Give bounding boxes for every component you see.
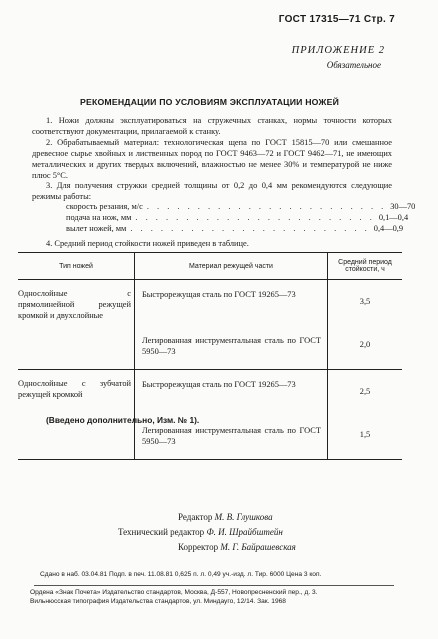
- mode-row: [66, 202, 416, 213]
- mode-row: [66, 213, 409, 224]
- divider: [34, 585, 394, 586]
- material-cell: Легированная инструментальная сталь по ГОСТ 5950—73: [135, 413, 328, 460]
- material-cell: Легированная инструментальная сталь по ГОСТ 5950—73: [135, 323, 328, 370]
- paragraph-3: 3. Для получения стружки средней толщины от 0,2 до 0,4 мм рекомендуются следующие режимы работы:: [32, 181, 392, 201]
- paragraph-1: 1. Ножи должны эксплуатироваться на стружечных станках, нормы точности которых соответствуют документации, прилагаемой к станку.: [32, 116, 392, 136]
- durability-table: [18, 252, 402, 460]
- section-title: РЕКОМЕНДАЦИИ ПО УСЛОВИЯМ ЭКСПЛУАТАЦИИ НОЖЕЙ: [79, 97, 340, 107]
- publisher-line: Ордена «Знак Почета» Издательство стандартов, Москва, Д-557, Новопресненский пер., д. 3.: [30, 589, 318, 596]
- appendix-title: ПРИЛОЖЕНИЕ 2: [291, 45, 385, 56]
- paragraph-4: 4. Средний период стойкости ножей приведен в таблице.: [46, 239, 249, 248]
- knife-type-cell: Однослойные с зубчатой режущей кромкой: [18, 370, 135, 460]
- leader-dots: . . . . . . . . . . . . . . . . . . . . . . . .: [146, 202, 387, 211]
- appendix-status: Обязательное: [326, 60, 381, 70]
- table-header-row: [18, 253, 402, 280]
- credit-name: Ф. И. Шрайбштейн: [206, 527, 283, 537]
- credit-tech-editor: [118, 527, 378, 537]
- leader-dots: . . . . . . . . . . . . . . . . . . . . . . . .: [135, 213, 375, 222]
- print-imprint: Сдано в наб. 03.04.81 Подп. в печ. 11.08.81 0,625 п. л. 0,49 уч.-изд. л. Тир. 6000 Цена 3 коп.: [40, 571, 322, 578]
- credit-name: М. В. Глушкова: [214, 512, 273, 522]
- knife-type-cell: Однослойные с прямолинейной режущей кромкой и двухслойные: [18, 280, 135, 370]
- publisher-line: Вильнюсская типография Издательства стандартов, ул. Миндауго, 12/14. Зак. 1968: [30, 597, 286, 605]
- header-durability: Средний период стойкости, ч: [328, 253, 403, 280]
- mode-value: 0,4—0,9: [373, 224, 404, 233]
- durability-cell: 2,5: [359, 387, 371, 396]
- credit-role: Корректор: [178, 542, 219, 552]
- credit-role: Редактор: [178, 512, 213, 522]
- mode-value: 0,1—0,4: [378, 213, 409, 222]
- mode-value: 30—70: [390, 202, 416, 211]
- table-row: [18, 280, 402, 324]
- durability-cell: 2,0: [328, 323, 403, 370]
- table-row: [18, 370, 402, 414]
- mode-label: вылет ножей, мм: [66, 224, 127, 233]
- header-type: Тип ножей: [18, 253, 135, 280]
- credit-role: Технический редактор: [118, 527, 205, 537]
- credit-name: М. Г. Байрашевская: [220, 542, 296, 552]
- amendment-note: (Введено дополнительно, Изм. № 1).: [46, 415, 200, 425]
- mode-row: [66, 224, 404, 235]
- mode-label: подача на нож, мм: [66, 213, 132, 222]
- publisher-info: [30, 589, 400, 606]
- material-cell: Быстрорежущая сталь по ГОСТ 19265—73: [135, 280, 328, 324]
- header-material: Материал режущей части: [135, 253, 328, 280]
- durability-cell: 1,5: [328, 413, 403, 460]
- mode-label: скорость резания, м/с: [66, 202, 143, 211]
- page-header: ГОСТ 17315—71 Стр. 7: [278, 14, 395, 25]
- credit-proofreader: [178, 542, 438, 552]
- paragraph-2: 2. Обрабатываемый материал: технологическая щепа по ГОСТ 15815—70 или смешанное древесное сырье хвойных и лиственных пород по ГОСТ 9463—72 и ГОСТ 9462—71, не имеющих металлических и других твердых включений, влажностью не менее 30% и температурой не ниже плюс 5°C.: [32, 138, 392, 180]
- durability-cell: 3,5: [359, 297, 371, 306]
- material-cell: Быстрорежущая сталь по ГОСТ 19265—73: [135, 370, 328, 414]
- credit-editor: [178, 512, 438, 522]
- leader-dots: . . . . . . . . . . . . . . . . . . . . . . . .: [130, 224, 370, 233]
